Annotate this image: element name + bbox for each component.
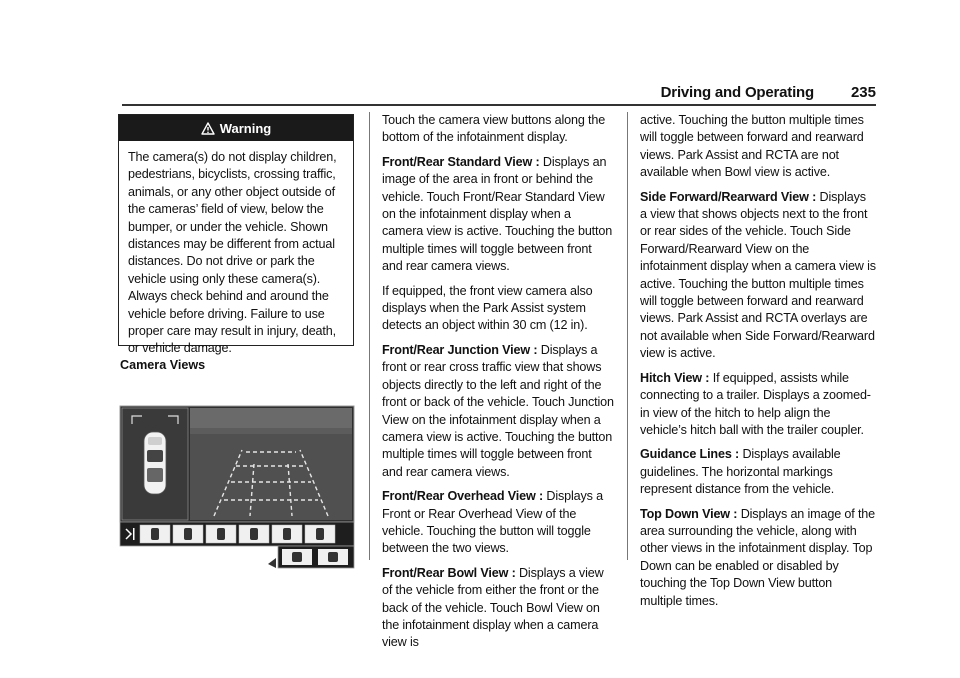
entry-term: Front/Rear Junction View : xyxy=(382,342,538,357)
entry-term: Front/Rear Overhead View : xyxy=(382,489,544,504)
column-1-intro: Touch the camera view buttons along the bottom of the infotainment display. xyxy=(382,113,606,145)
camera-views-illustration xyxy=(118,404,356,570)
entry-overhead-view xyxy=(382,488,614,558)
header-rule xyxy=(122,104,876,106)
column-divider-1 xyxy=(369,112,370,560)
section-title: Driving and Operating xyxy=(660,84,814,101)
entry-side-view xyxy=(640,189,876,363)
entry-guidance-lines xyxy=(640,446,876,498)
entry-junction-view xyxy=(382,342,614,481)
entry-text: Displays a view of the vehicle from either the front or the back of the vehicle. Touch Bowl View on the infotainment display when a camera view is xyxy=(382,565,604,650)
page-number: 235 xyxy=(850,84,876,101)
warning-header xyxy=(119,115,353,141)
column-divider-2 xyxy=(627,112,628,560)
entry-top-down-view xyxy=(640,506,876,610)
entry-text: Displays a front or rear cross traffic view that shows objects directly to the left and right of the front or back of the vehicle. Touch Junction View on the infotainment display when a camera view is active. Touching the button multiple times will toggle between front and rear camera views. xyxy=(382,342,614,479)
entry-text: If equipped, the front view camera also displays when the Park Assist system detects an object within 30 cm (12 in). xyxy=(382,283,593,333)
camera-views-heading: Camera Views xyxy=(120,358,206,372)
entry-term: Top Down View : xyxy=(640,506,738,521)
entry-text: Displays available guidelines. The horizontal markings represent distance from the vehicle. xyxy=(640,447,841,497)
text-column-2 xyxy=(640,112,876,617)
warning-text: The camera(s) do not display children, pedestrians, bicyclists, crossing traffic, animals, or any other object outside of the cameras’ field of view, below the bumper, or under the vehicle. Shown distances may be different from actual distances. Do not drive or park the vehicle using only these camera(s). Always check behind and around the vehicle before driving. Failure to use proper care may result in injury, death, or vehicle damage. xyxy=(128,150,337,356)
entry-term: Front/Rear Standard View : xyxy=(382,154,540,169)
warning-title: Warning xyxy=(219,120,272,136)
warning-triangle-icon xyxy=(201,122,215,135)
entry-text: Displays an image of the area surrounding the vehicle, along with other views in the infotainment display. Top Down can be enabled or disabled by touching the Top Down View button multiple times. xyxy=(640,506,876,608)
entry-standard-view xyxy=(382,154,614,276)
text-column-1 xyxy=(382,112,614,659)
column-2-intro: active. Touching the button multiple times will toggle between forward and rearward views. Park Assist and RCTA are not available when Bowl view is active. xyxy=(640,113,864,180)
page-header xyxy=(122,84,876,102)
entry-term: Front/Rear Bowl View : xyxy=(382,565,516,580)
entry-bowl-view xyxy=(382,565,614,652)
entry-text: Displays a Front or Rear Overhead View of the vehicle. Touching the button will toggle between the two views. xyxy=(382,489,603,556)
entry-term: Guidance Lines : xyxy=(640,447,740,462)
entry-term: Hitch View : xyxy=(640,370,710,385)
entry-text: Displays a view that shows objects next to the front or rear sides of the vehicle. Touch Side Forward/Rearward View on the infotainment display when a camera view is active. Touching the button multiple times will toggle between forward and rearward views. Park Assist and RCTA overlays are not available when Side Forward/Rearward view is active. xyxy=(640,189,876,361)
entry-text: If equipped, assists while connecting to a trailer. Displays a zoomed-in view of the hitch to help align the vehicle’s hitch ball with the trailer coupler. xyxy=(640,370,871,437)
entry-term: Side Forward/Rearward View : xyxy=(640,189,817,204)
entry-front-camera-note xyxy=(382,283,614,335)
entry-text: Displays an image of the area in front or behind the vehicle. Touch Front/Rear Standard View on the infotainment display when a camera view is active. Touching the button multiple times will toggle between front and rear camera views. xyxy=(382,154,613,274)
entry-hitch-view xyxy=(640,370,876,440)
warning-box xyxy=(118,114,354,356)
